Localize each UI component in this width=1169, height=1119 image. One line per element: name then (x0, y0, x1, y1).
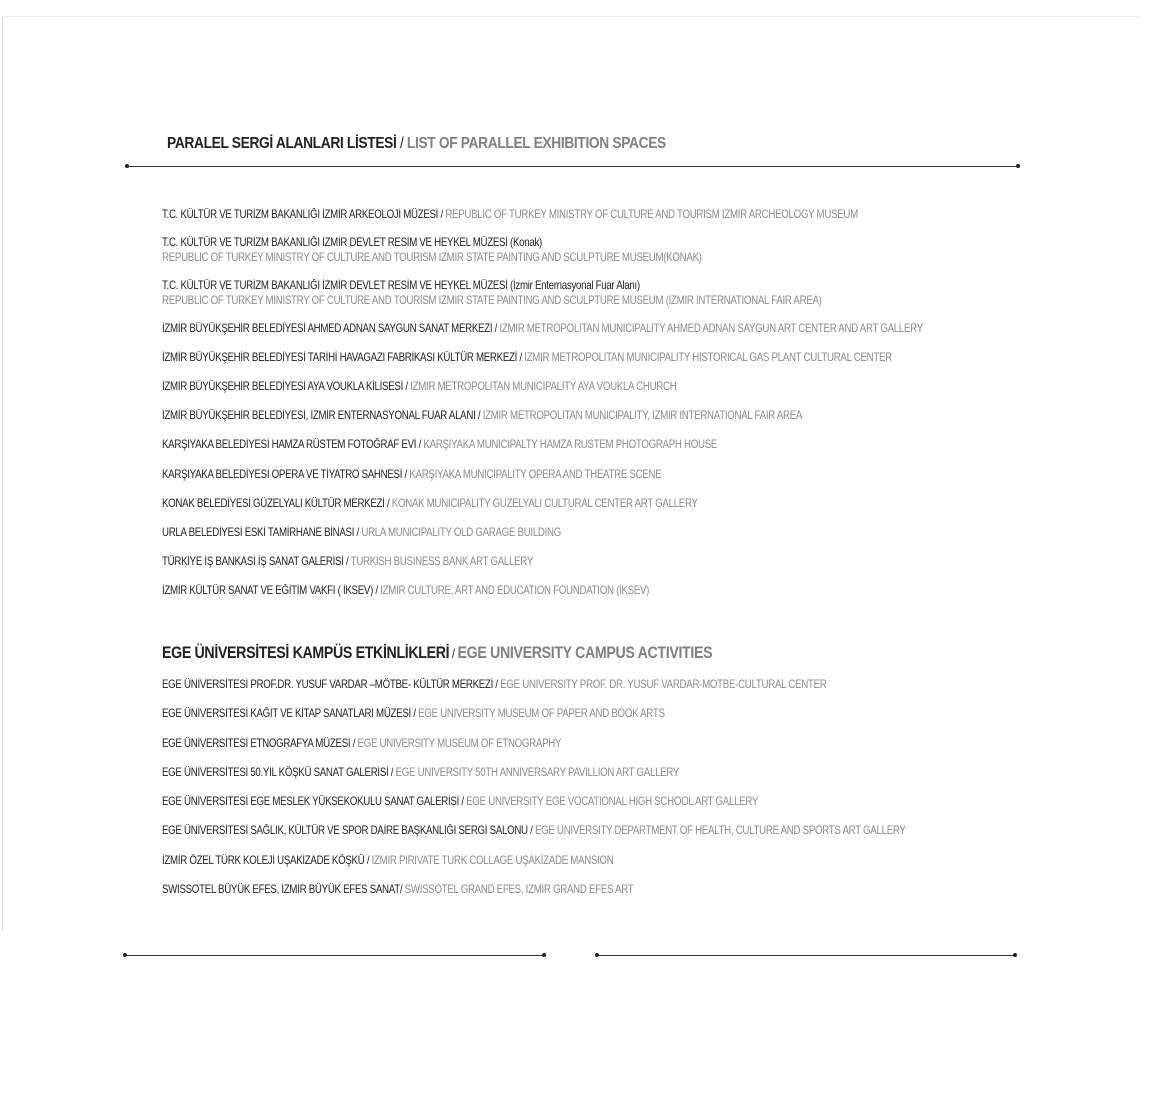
list-item: EGE ÜNİVERSİTESİ SAĞLIK, KÜLTÜR VE SPOR DAİRE BAŞKANLIĞI SERGİ SALONU / EGE UNIVERSITY DEPARTMENT OF HEALTH, CULTURE AND SPORTS ART GALLERY (162, 824, 906, 838)
section-heading-campus-activities (162, 644, 712, 663)
list-item: T.C. KÜLTÜR VE TURİZM BAKANLIĞI İZMİR DEVLET RESİM VE HEYKEL MÜZESİ (İzmir Enternasyonal Fuar Alanı) REPUBLIC OF TURKEY MINISTRY OF CULTURE AND TOURISM IZMIR STATE PAINTING AND SCULPTURE MUSEUM (IZMIR INTERNATIONAL FAIR AREA) (162, 278, 822, 307)
bottom-right-divider-rule (597, 955, 1015, 956)
list-item: KARŞIYAKA BELEDİYESİ OPERA VE TİYATRO SAHNESİ / KARŞIYAKA MUNICIPALITY OPERA AND THEATRE SCENE (162, 467, 662, 481)
section-heading-parallel-exhibitions (167, 135, 666, 153)
heading-turkish: EGE ÜNİVERSİTESİ KAMPÜS ETKİNLİKLERİ (162, 644, 450, 662)
heading-english: LIST OF PARALLEL EXHIBITION SPACES (406, 135, 666, 152)
list-item: EGE ÜNİVERSİTESİ EGE MESLEK YÜKSEKOKULU SANAT GALERİSİ / EGE UNIVERSITY EGE VOCATIONAL HIGH SCHOOL ART GALLERY (162, 795, 759, 809)
list-item: İZMİR BÜYÜKŞEHİR BELEDİYESİ AYA VOUKLA KİLİSESİ / IZMIR METROPOLITAN MUNICIPALITY AYA VOUKLA CHURCH (162, 379, 677, 393)
list-item: İZMİR BÜYÜKŞEHİR BELEDİYESİ AHMED ADNAN SAYGUN SANAT MERKEZİ / IZMIR METROPOLITAN MUNICIPALITY AHMED ADNAN SAYGUN ART CENTER AND ART GALLERY (162, 321, 923, 335)
heading-separator: / (449, 646, 458, 661)
list-item: İZMİR ÖZEL TÜRK KOLEJİ UŞAKİZADE KÖŞKÜ / IZMIR PIRIVATE TURK COLLAGE UŞAKİZADE MANSION (162, 853, 614, 867)
list-item: EGE ÜNİVERSİTESİ PROF.DR. YUSUF VARDAR –MÖTBE- KÜLTÜR MERKEZİ / EGE UNIVERSITY PROF. DR. YUSUF VARDAR-MOTBE-CULTURAL CENTER (162, 678, 827, 691)
list-item: KONAK BELEDİYESİ GÜZELYALI KÜLTÜR MERKEZİ / KONAK MUNICIPALITY GUZELYALI CULTURAL CENTER ART GALLERY (162, 496, 698, 510)
list-item: İZMİR KÜLTÜR SANAT VE EĞİTİM VAKFI ( İKSEV) / IZMIR CULTURE, ART AND EDUCATION FOUNDATION (İKSEV) (162, 584, 650, 598)
list-item: İZMİR BÜYÜKŞEHİR BELEDİYESİ, İZMİR ENTERNASYONAL FUAR ALANI / IZMIR METROPOLITAN MUNICIPALITY, IZMIR INTERNATIONAL FAIR AREA (162, 409, 803, 423)
list-item: EGE ÜNİVERSİTESİ ETNOGRAFYA MÜZESİ / EGE UNIVERSITY MUSEUM OF ETNOGRAPHY (162, 736, 562, 750)
list-item: TÜRKİYE İŞ BANKASI İŞ SANAT GALERİSİ / TURKISH BUSINESS BANK ART GALLERY (162, 555, 534, 569)
list-item: İZMİR BÜYÜKŞEHİR BELEDİYESİ TARİHİ HAVAGAZI FABRİKASI KÜLTÜR MERKEZİ / IZMIR METROPOLITAN MUNICIPALITY HISTORICAL GAS PLANT CULTURAL CENTER (162, 350, 892, 364)
list-item: URLA BELEDİYESİ ESKİ TAMİRHANE BİNASI / URLA MUNICIPALITY OLD GARAGE BUILDING (162, 525, 562, 539)
list-item: T.C. KÜLTÜR VE TURİZM BAKANLIĞI İZMİR ARKEOLOJİ MÜZESİ / REPUBLIC OF TURKEY MINISTRY OF CULTURE AND TOURISM IZMIR ARCHEOLOGY MUSEUM (162, 208, 858, 221)
list-item: EGE ÜNİVERSİTESİ KAĞIT VE KİTAP SANATLARI MÜZESİ / EGE UNIVERSITY MUSEUM OF PAPER AND BOOK ARTS (162, 707, 665, 721)
list-item: EGE ÜNİVERSİTESİ 50.YIL KÖŞKÜ SANAT GALERİSİ / EGE UNIVERSITY 50TH ANNIVERSARY PAVILLION ART GALLERY (162, 765, 680, 779)
parallel-exhibition-list (162, 207, 1079, 612)
list-item: SWISSOTEL BÜYÜK EFES, İZMİR BÜYÜK EFES SANAT/ SWISSOTEL GRAND EFES, IZMIR GRAND EFES ART (162, 883, 634, 897)
heading-turkish: PARALEL SERGİ ALANLARI LİSTESİ (167, 135, 397, 152)
heading-separator: / (396, 135, 407, 152)
list-item: KARŞIYAKA BELEDİYESİ HAMZA RÜSTEM FOTOĞRAF EVİ / KARŞIYAKA MUNICIPALTY HAMZA RUSTEM PHOTOGRAPH HOUSE (162, 438, 718, 452)
top-divider-rule (127, 166, 1018, 167)
campus-activities-list (162, 677, 1058, 911)
bottom-left-divider-rule (125, 955, 544, 956)
heading-english: EGE UNIVERSITY CAMPUS ACTIVITIES (457, 644, 713, 662)
list-item: T.C. KÜLTÜR VE TURİZM BAKANLIĞI İZMİR DEVLET RESİM VE HEYKEL MÜZESİ (Konak) REPUBLIC OF TURKEY MINISTRY OF CULTURE AND TOURISM IZMIR STATE PAINTING AND SCULPTURE MUSEUM(KONAK) (162, 235, 702, 264)
